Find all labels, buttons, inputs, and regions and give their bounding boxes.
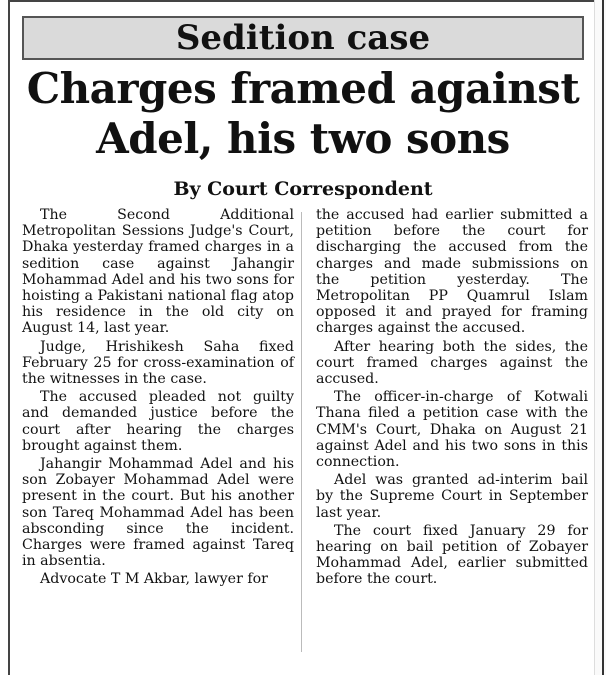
paragraph: The court fixed January 29 for hearing on bail petition of Zobayer Mohammad Adel, earlier submitted before the court. [316,522,588,588]
paragraph: Judge, Hrishikesh Saha fixed February 25 for cross-examination of the witnesses in the case. [22,338,294,388]
kicker-banner [22,16,584,60]
article-column-1 [22,207,294,590]
paragraph: The Second Additional Metropolitan Sessions Judge's Court, Dhaka yesterday framed charges in a sedition case against Jahangir Mohammad Adel and his two sons for hoisting a Pakistani national flag atop his residence in the old city on August 14, last year. [22,207,294,337]
paragraph-continued: the accused had earlier submitted a petition before the court for discharging the accused from the charges and made submissions on the petition yesterday. The Metropolitan PP Quamrul Islam opposed it and prayed for framing charges against the accused. [316,207,588,337]
paragraph: The officer-in-charge of Kotwali Thana filed a petition case with the CMM's Court, Dhaka on August 21 against Adel and his two sons in this connection. [316,389,588,471]
kicker-text: Sedition case [175,18,431,58]
paragraph: Advocate T M Akbar, lawyer for [40,571,268,588]
adjacent-page-edge [594,0,606,675]
paragraph: After hearing both the sides, the court framed charges against the accused. [316,338,588,388]
headline-line-1: Charges framed against [26,64,580,113]
headline-line-2: Adel, his two sons [96,114,510,163]
clipping-border-left [8,0,10,675]
paragraph: Jahangir Mohammad Adel and his son Zobayer Mohammad Adel were present in the court. But his another son Tareq Mohammad Adel has been absconding since the incident. Charges were framed against Tareq in absentia. [22,456,294,570]
paragraph: The accused pleaded not guilty and demanded justice before the court after hearing the charges brought against them. [22,389,294,454]
paragraph: Adel was granted ad-interim bail by the Supreme Court in September last year. [316,472,588,521]
byline: By Court Correspondent [173,178,433,200]
clipping-border-top [8,0,594,2]
headline [16,64,590,164]
article-column-2 [316,207,588,590]
column-divider [301,212,302,652]
